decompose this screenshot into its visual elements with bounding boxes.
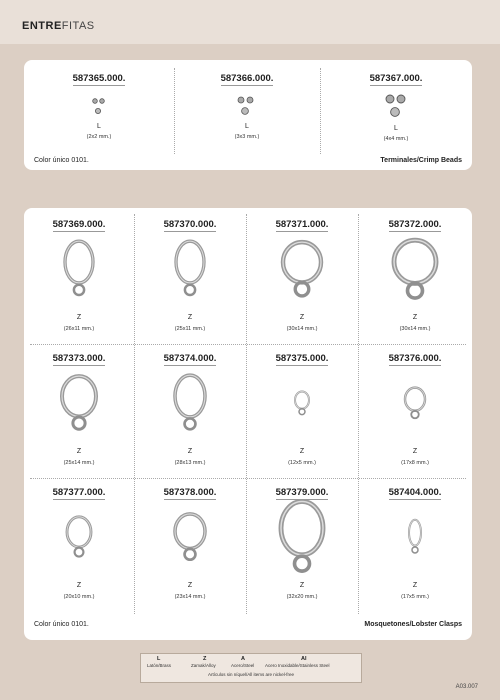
material-letter: Z xyxy=(187,448,193,455)
divider xyxy=(30,478,466,479)
product-code: 587404.000. xyxy=(388,487,442,498)
product-code: 587373.000. xyxy=(52,353,106,364)
color-note: Color único 0101. xyxy=(34,621,89,628)
lobster-clasp-image xyxy=(172,372,208,434)
dimensions: (2x2 mm.) xyxy=(86,134,112,140)
legend-label: Acero Inoxidable/Stainless Steel xyxy=(265,663,330,668)
product-code: 587369.000. xyxy=(52,219,106,230)
product-code: 587371.000. xyxy=(275,219,329,230)
dimensions: (32x20 mm.) xyxy=(286,594,318,600)
dimensions: (28x13 mm.) xyxy=(174,460,206,466)
product-card[interactable] xyxy=(358,348,472,476)
lobster-clasp-image xyxy=(62,238,96,300)
product-card[interactable] xyxy=(246,214,358,342)
legend-key: L xyxy=(157,656,161,662)
divider xyxy=(30,344,466,345)
product-code: 587375.000. xyxy=(275,353,329,364)
product-card[interactable] xyxy=(174,68,320,158)
header-bar xyxy=(0,0,500,44)
material-letter: Z xyxy=(76,448,82,455)
product-card[interactable] xyxy=(24,482,134,610)
lobster-clasp-image xyxy=(59,373,99,433)
product-code: 587370.000. xyxy=(163,219,217,230)
lobster-clasp-image xyxy=(64,514,94,560)
dimensions: (12x5 mm.) xyxy=(288,460,316,466)
dimensions: (26x11 mm.) xyxy=(63,326,95,332)
lobster-clasp-image xyxy=(406,517,424,557)
lobster-clasp-image xyxy=(278,498,326,576)
product-card[interactable] xyxy=(24,348,134,476)
material-letter: Z xyxy=(412,448,418,455)
material-letter: Z xyxy=(412,582,418,589)
product-code: 587377.000. xyxy=(52,487,106,498)
lobster-clasp-image xyxy=(391,237,439,301)
material-letter: Z xyxy=(299,448,305,455)
product-code: 587379.000. xyxy=(275,487,329,498)
crimp-bead-image xyxy=(382,92,412,122)
brand-logo: ENTREFITAS xyxy=(22,20,95,32)
dimensions: (25x14 mm.) xyxy=(63,460,95,466)
lobster-clasp-image xyxy=(173,238,207,300)
product-card[interactable] xyxy=(246,482,358,610)
color-note: Color único 0101. xyxy=(34,157,89,164)
crimp-bead-image xyxy=(89,96,109,120)
product-card[interactable] xyxy=(134,348,246,476)
product-code: 587365.000. xyxy=(72,73,126,84)
legend-key: A xyxy=(241,656,245,662)
legend-key: AI xyxy=(301,656,307,662)
material-letter: L xyxy=(245,123,249,130)
page-number: A03.007 xyxy=(455,684,478,690)
material-legend xyxy=(140,653,362,683)
section-title: Terminales/Crimp Beads xyxy=(380,157,462,164)
material-letter: Z xyxy=(76,582,82,589)
material-letter: Z xyxy=(299,582,305,589)
material-letter: L xyxy=(394,125,398,132)
material-letter: Z xyxy=(412,314,418,321)
lobster-clasp-image xyxy=(402,385,428,421)
legend-label: Acero/Steel xyxy=(231,663,255,668)
dimensions: (17x5 mm.) xyxy=(401,594,429,600)
dimensions: (4x4 mm.) xyxy=(383,136,409,142)
lobster-clasp-image xyxy=(172,511,208,563)
product-code: 587366.000. xyxy=(220,73,274,84)
nickel-free-note: Artículos sin níquel/All items are nickel-free xyxy=(207,672,295,677)
section-title: Mosquetones/Lobster Clasps xyxy=(364,621,462,628)
legend-key: Z xyxy=(203,656,207,662)
crimp-bead-image xyxy=(234,94,260,120)
material-letter: Z xyxy=(187,314,193,321)
dimensions: (30x14 mm.) xyxy=(286,326,318,332)
product-code: 587374.000. xyxy=(163,353,217,364)
dimensions: (25x11 mm.) xyxy=(174,326,206,332)
legend-label: Zamak/Alloy xyxy=(191,663,216,668)
product-card[interactable] xyxy=(358,214,472,342)
material-letter: Z xyxy=(76,314,82,321)
lobster-clasp-image xyxy=(292,389,312,417)
lobster-clasps-panel xyxy=(24,208,472,640)
product-code: 587376.000. xyxy=(388,353,442,364)
material-letter: Z xyxy=(187,582,193,589)
dimensions: (23x14 mm.) xyxy=(174,594,206,600)
product-code: 587372.000. xyxy=(388,219,442,230)
product-card[interactable] xyxy=(24,68,174,158)
dimensions: (3x3 mm.) xyxy=(234,134,260,140)
product-card[interactable] xyxy=(246,348,358,476)
product-card[interactable] xyxy=(358,482,472,610)
product-card[interactable] xyxy=(134,482,246,610)
legend-label: Latón/Brass xyxy=(147,663,172,668)
dimensions: (30x14 mm.) xyxy=(399,326,431,332)
product-card[interactable] xyxy=(320,68,472,158)
lobster-clasp-image xyxy=(280,239,324,299)
material-letter: L xyxy=(97,123,101,130)
dimensions: (17x8 mm.) xyxy=(401,460,429,466)
dimensions: (20x10 mm.) xyxy=(63,594,95,600)
product-code: 587367.000. xyxy=(369,73,423,84)
crimp-beads-panel xyxy=(24,60,472,170)
material-letter: Z xyxy=(299,314,305,321)
product-card[interactable] xyxy=(134,214,246,342)
product-card[interactable] xyxy=(24,214,134,342)
product-code: 587378.000. xyxy=(163,487,217,498)
